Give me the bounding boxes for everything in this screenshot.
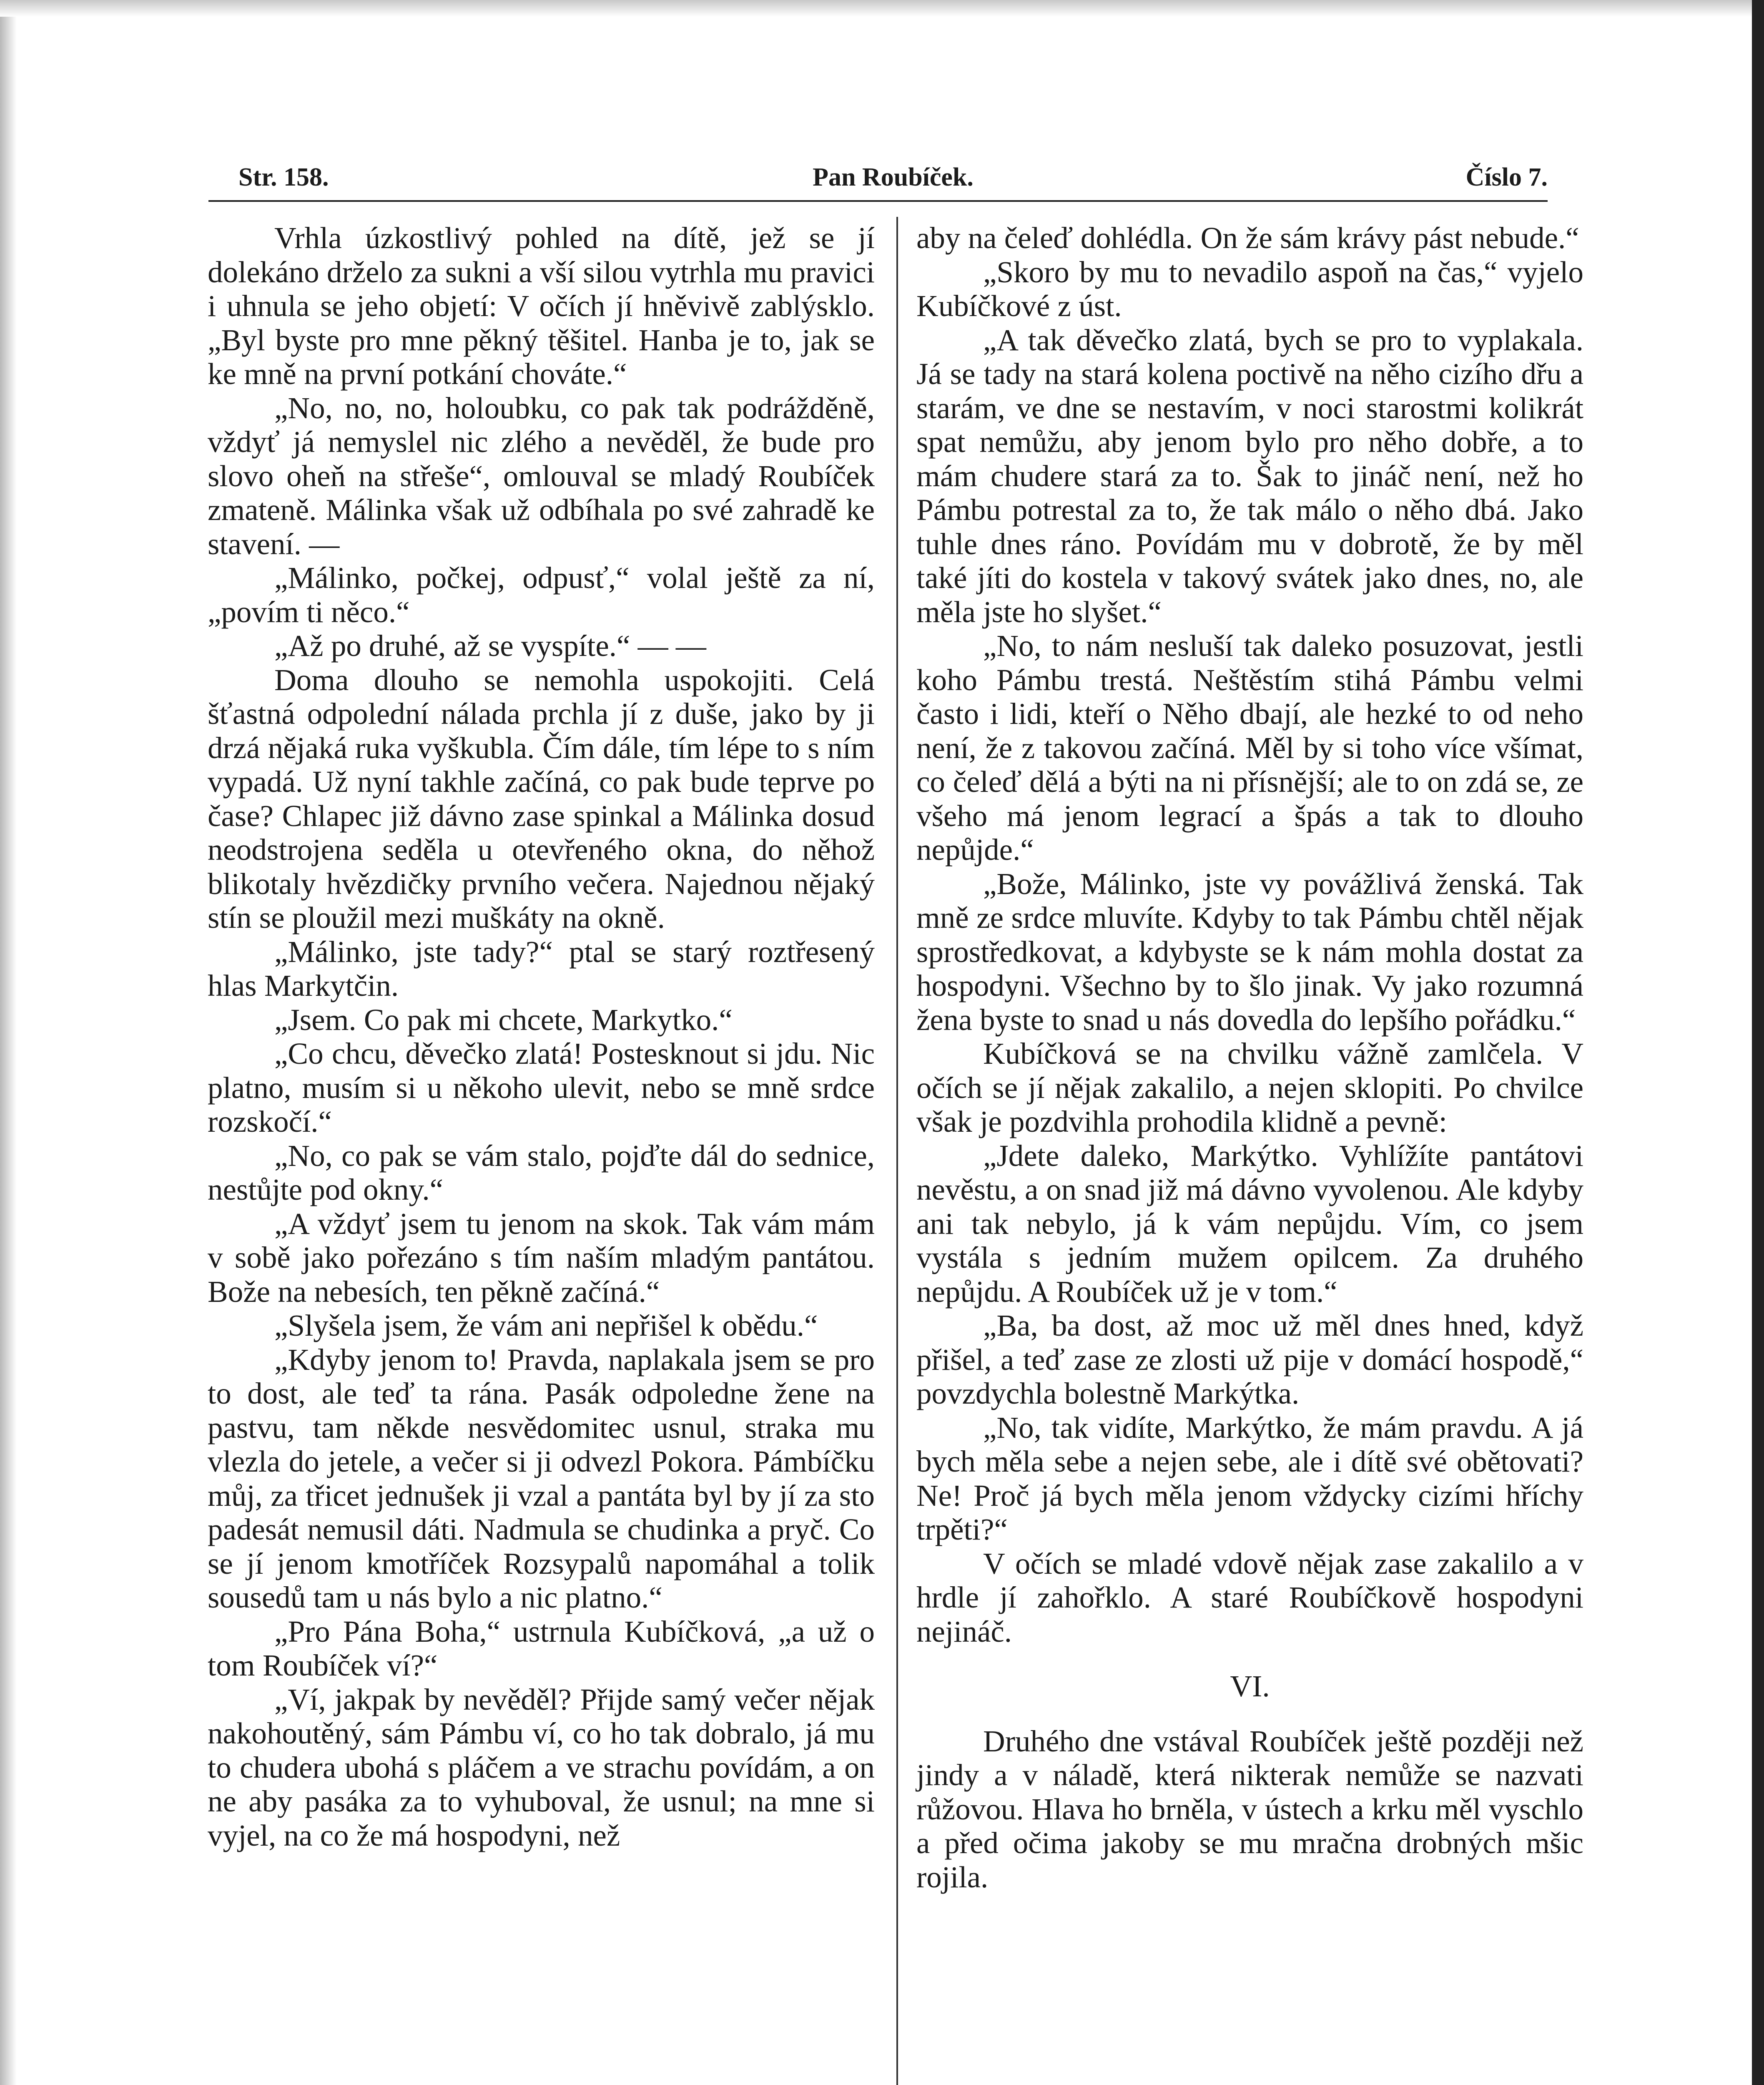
paragraph: „Málinko, jste tady?“ ptal se starý roztřesený hlas Markytčin. xyxy=(208,934,875,1002)
paragraph: „Ví, jakpak by nevěděl? Přijde samý večer nějak nakohoutěný, sám Pámbu ví, co ho tak dobralo, já mu to chudera ubohá s pláčem a ve strachu povídám, a on ne aby pasáka za to vyhuboval, že usnul; na mne si vyjel, na co že má hospodyni, než xyxy=(208,1682,875,1852)
left-column xyxy=(208,221,875,1852)
paragraph: „A vždyť jsem tu jenom na skok. Tak vám mám v sobě jako pořezáno s tím naším mladým pantátou. Bože na nebesích, ten pěkně začíná.“ xyxy=(208,1206,875,1309)
paragraph: V očích se mladé vdově nějak zase zakalilo a v hrdle jí zahořklo. A staré Roubíčkově hospodyni nejináč. xyxy=(916,1546,1583,1648)
paragraph: „No, to nám nesluší tak daleko posuzovat, jestli koho Pámbu trestá. Neštěstím stihá Pámbu velmi často i lidi, kteří o Něho dbají, ale hezké to od neho není, že z takovou začíná. Měl by si toho více všímat, co čeleď dělá a býti na ni přísnější; ale to on zdá se, ze všeho má jenom legrací a špás a tak to dlouho nepůjde.“ xyxy=(916,629,1583,867)
scan-shadow-top xyxy=(0,0,1764,17)
page-header xyxy=(238,158,1548,200)
right-column xyxy=(916,221,1583,1894)
header-rule xyxy=(208,200,1548,202)
paragraph: „Kdyby jenom to! Pravda, naplakala jsem se pro to dost, ale teď ta rána. Pasák odpoledne žene na pastvu, tam někde nesvědomitec usnul, straka mu vlezla do jetele, a večer si ji odvezl Pokora. Pámbíčku můj, za třicet jednušek ji vzal a pantáta byl by jí za sto padesát nemusil dáti. Nadmula se chudinka a pryč. Co se jí jenom kmotříček Rozsypalů napomáhal a tolik sousedů tam u nás bylo a nic platno.“ xyxy=(208,1342,875,1614)
section-heading: VI. xyxy=(1230,1669,1270,1703)
paragraph: „Co chcu, děvečko zlatá! Postesknout si jdu. Nic platno, musím si u někoho ulevit, nebo se mně srdce rozskočí.“ xyxy=(208,1037,875,1138)
paragraph: Druhého dne vstával Roubíček ještě později než jindy a v náladě, která nikterak nemůže se nazvati růžovou. Hlava ho brněla, v ústech a krku měl vyschlo a před očima jakoby se mu mračna drobných mšic rojila. xyxy=(916,1724,1583,1894)
paragraph: Vrhla úzkostlivý pohled na dítě, jež se jí dolekáno drželo za sukni a vší silou vytrhla mu pravici i uhnula se jeho objetí: V očích jí hněvivě zablýsklo. „Byl byste pro mne pěkný těšitel. Hanba je to, jak se ke mně na první potkání chováte.“ xyxy=(208,221,875,391)
paragraph: „Slyšela jsem, že vám ani nepřišel k obědu.“ xyxy=(274,1309,818,1342)
paragraph: „Jsem. Co pak mi chcete, Markytko.“ xyxy=(274,1002,733,1037)
issue-number: Číslo 7. xyxy=(1465,163,1548,191)
scan-edge-right xyxy=(1752,0,1764,2085)
scan-shadow-left xyxy=(0,0,17,2085)
running-title: Pan Roubíček. xyxy=(813,163,974,191)
paragraph: Kubíčková se na chvilku vážně zamlčela. V očích se jí nějak zakalilo, a nejen sklopiti. Po chvilce však je pozdvihla prohodila klidně a pevně: xyxy=(916,1037,1583,1138)
paragraph: „Skoro by mu to nevadilo aspoň na čas,“ vyjelo Kubíčkové z úst. xyxy=(916,255,1583,323)
paragraph: „A tak děvečko zlatá, bych se pro to vyplakala. Já se tady na stará kolena poctivě na něho cizího dřu a starám, ve dne se nestavím, v noci starostmi kolikrát spat nemůžu, aby jenom bylo pro něho dobře, a to mám chudere stará za to. Šak to jináč není, než ho Pámbu potrestal za to, že tak málo o něho dbá. Jako tuhle dnes ráno. Povídám mu v dobrotě, že by měl také jíti do kostela v takový svátek jako dnes, no, ale měla jste ho slyšet.“ xyxy=(916,323,1583,629)
paragraph: „Ba, ba dost, až moc už měl dnes hned, když přišel, a teď zase ze zlosti už pije v domácí hospodě,“ povzdychla bolestně Markýtka. xyxy=(916,1309,1583,1410)
paragraph: „No, co pak se vám stalo, pojďte dál do sednice, nestůjte pod okny.“ xyxy=(208,1138,875,1206)
paragraph: „Pro Pána Boha,“ ustrnula Kubíčková, „a už o tom Roubíček ví?“ xyxy=(208,1614,875,1682)
paragraph: „Bože, Málinko, jste vy povážlivá ženská. Tak mně ze srdce mluvíte. Kdyby to tak Pámbu chtěl nějak sprostředkovat, a kdybyste se k nám mohla dostat za hospodyni. Všechno by to šlo jinak. Vy jako rozumná žena byste to snad u nás dovedla do lepšího pořádku.“ xyxy=(916,867,1583,1037)
paragraph-continued: aby na čeleď dohlédla. On že sám krávy pást nebude.“ xyxy=(916,221,1579,255)
page-number: Str. 158. xyxy=(238,163,329,191)
column-divider xyxy=(896,217,898,2085)
paragraph: „No, tak vidíte, Markýtko, že mám pravdu. A já bych měla sebe a nejen sebe, ale i dítě své obětovati? Ne! Proč já bych měla jenom vždycky cizími hříchy trpěti?“ xyxy=(916,1410,1583,1546)
paragraph: Doma dlouho se nemohla uspokojiti. Celá šťastná odpolední nálada prchla jí z duše, jako by ji drzá nějaká ruka vyškubla. Čím dále, tím lépe to s ním vypadá. Už nyní takhle začíná, co pak bude teprve po čase? Chlapec již dávno zase spinkal a Málinka dosud neodstrojena seděla u otevřeného okna, do něhož blikotaly hvězdičky prvního večera. Najednou nějaký stín se ploužil mezi muškáty na okně. xyxy=(208,663,875,934)
paragraph: „Až po druhé, až se vyspíte.“ — — xyxy=(274,629,706,663)
paragraph: „No, no, no, holoubku, co pak tak podrážděně, vždyť já nemyslel nic zlého a nevěděl, že bude pro slovo oheň na střeše“, omlouval se mladý Roubíček zmateně. Málinka však už odbíhala po své zahradě ke stavení. — xyxy=(208,391,875,561)
paragraph: „Jdete daleko, Markýtko. Vyhlížíte pantátovi nevěstu, a on snad již má dávno vyvolenou. Ale kdyby ani tak nebylo, já k vám nepůjdu. Vím, co jsem vystála s jedním mužem opilcem. Za druhého nepůjdu. A Roubíček už je v tom.“ xyxy=(916,1138,1583,1309)
paragraph: „Málinko, počkej, odpusť,“ volal ještě za ní, „povím ti něco.“ xyxy=(208,561,875,629)
